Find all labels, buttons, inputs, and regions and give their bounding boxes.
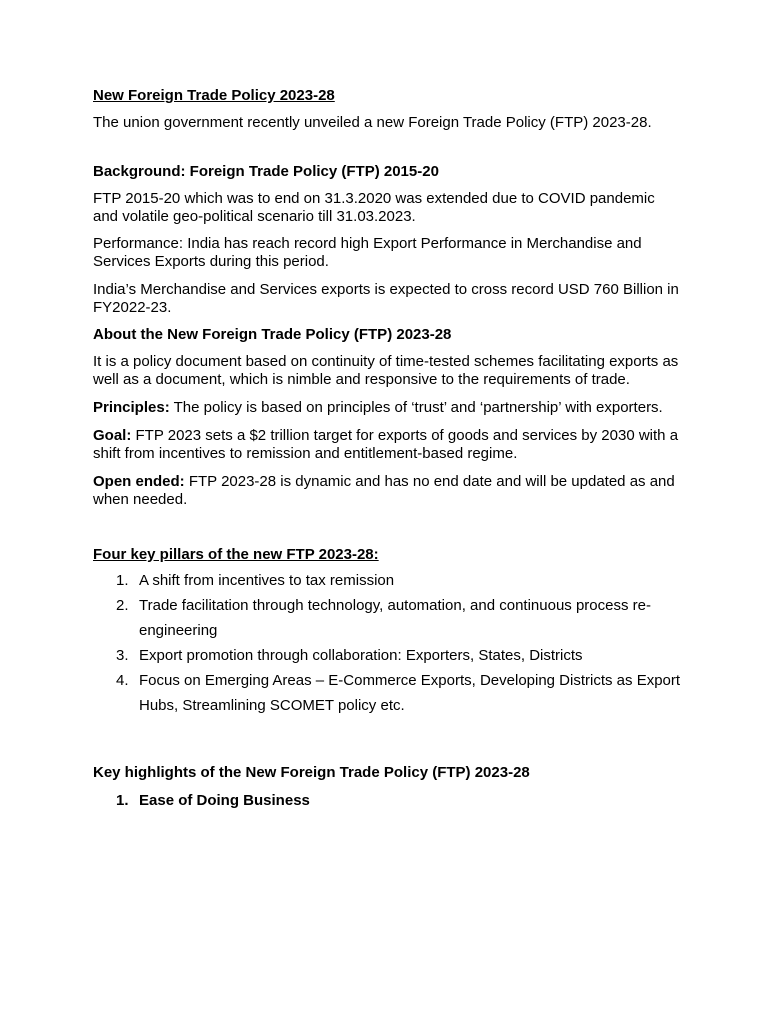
goal-paragraph	[93, 427, 683, 463]
highlights-list	[93, 792, 683, 810]
list-item	[93, 568, 683, 593]
background-paragraph-1: FTP 2015-20 which was to end on 31.3.2020 was extended due to COVID pandemic and volatile geo-political scenario till 31.03.2023.	[93, 190, 655, 225]
pillars-heading: Four key pillars of the new FTP 2023-28:	[93, 546, 379, 563]
list-item-number: 1.	[116, 572, 129, 589]
background-heading: Background: Foreign Trade Policy (FTP) 2015-20	[93, 163, 439, 180]
list-item-number: 1.	[116, 792, 129, 809]
open-ended-text: FTP 2023-28 is dynamic and has no end date and will be updated as and when needed.	[93, 473, 675, 508]
document-page	[93, 87, 683, 810]
list-item-number: 2.	[116, 597, 129, 614]
background-paragraph-3: India’s Merchandise and Services exports is expected to cross record USD 760 Billion in FY2022-23.	[93, 281, 679, 316]
list-item	[93, 593, 683, 643]
about-paragraph: It is a policy document based on continuity of time-tested schemes facilitating exports as well as a document, which is nimble and responsive to the requirements of trade.	[93, 353, 679, 388]
list-item	[93, 643, 683, 668]
document-title: New Foreign Trade Policy 2023-28	[93, 87, 335, 104]
list-item-text: Trade facilitation through technology, automation, and continuous process re-engineering	[139, 597, 651, 639]
principles-label: Principles:	[93, 399, 170, 416]
goal-label: Goal:	[93, 427, 132, 444]
background-paragraph-2: Performance: India has reach record high Export Performance in Merchandise and Services Exports during this period.	[93, 235, 642, 270]
list-item-text: Focus on Emerging Areas – E-Commerce Exports, Developing Districts as Export Hubs, Streamlining SCOMET policy etc.	[139, 672, 681, 714]
list-item-text: Ease of Doing Business	[139, 792, 310, 809]
list-item-text: A shift from incentives to tax remission	[139, 572, 395, 589]
goal-text: FTP 2023 sets a $2 trillion target for exports of goods and services by 2030 with a shift from incentives to remission and entitlement-based regime.	[93, 427, 679, 462]
principles-text: The policy is based on principles of ‘trust’ and ‘partnership’ with exporters.	[169, 399, 663, 416]
list-item	[93, 792, 683, 810]
highlights-heading: Key highlights of the New Foreign Trade Policy (FTP) 2023-28	[93, 764, 530, 781]
pillars-list	[93, 568, 683, 718]
open-ended-paragraph	[93, 473, 683, 509]
intro-paragraph: The union government recently unveiled a new Foreign Trade Policy (FTP) 2023-28.	[93, 114, 652, 131]
list-item-number: 4.	[116, 672, 129, 689]
principles-paragraph	[93, 399, 683, 417]
list-item-number: 3.	[116, 647, 129, 664]
list-item-text: Export promotion through collaboration: Exporters, States, Districts	[139, 647, 583, 664]
about-heading: About the New Foreign Trade Policy (FTP) 2023-28	[93, 326, 452, 343]
list-item	[93, 668, 683, 718]
open-ended-label: Open ended:	[93, 473, 185, 490]
